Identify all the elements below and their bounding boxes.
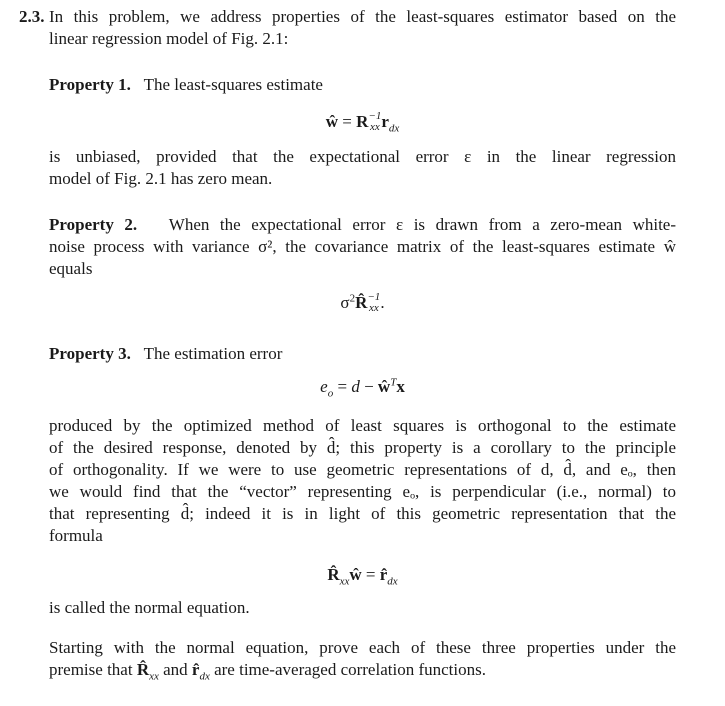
normal-equation [0,564,725,586]
property-3-para-line-5: that representing d̂; indeed it is in light of this geometric representation that the [49,504,676,523]
eq3-minus: − [364,377,374,396]
property-3-para-line-6: formula [49,526,103,545]
problem-intro-line-1: In this problem, we address properties of the least-squares estimator based on the [49,7,676,26]
property-2-line-3: equals [49,259,93,278]
final-line-1: Starting with the normal equation, prove each of these three properties under the [49,638,676,657]
eq3-d: d [351,377,360,396]
normal-eq-R-sub: xx [339,575,350,588]
property-2-line-1-text: When the expectational error ε is drawn from a zero-mean white- [168,215,677,234]
eq2-R-sup: −1 [367,291,381,304]
eq3-equals: = [337,377,348,396]
normal-equation-caption: is called the normal equation. [49,598,250,617]
property-3-para-line-2: of the desired response, denoted by d̂; this property is a corollary to the principle [49,438,676,457]
eq3-e-sub: o [327,387,334,400]
normal-eq-w-hat: ŵ [349,565,362,584]
eq3-w-hat: ŵ [377,377,391,396]
normal-eq-r-hat: r̂ [379,565,388,584]
problem-intro-line-2: linear regression model of Fig. 2.1: [49,29,289,48]
eq3-e: e [320,377,328,396]
property-1-after-line-2: model of Fig. 2.1 has zero mean. [49,169,273,188]
final-r-hat: r̂ [191,660,200,679]
property-3-label: Property 3. [49,344,131,363]
property-2-label: Property 2. [49,215,138,234]
property-2-line-2: noise process with variance σ², the covariance matrix of the least-squares estimate ŵ [49,237,676,256]
eq1-R: R [356,112,369,131]
property-1-heading [49,74,323,96]
final-line-2 [49,659,486,681]
eq1-R-sub: xx [369,121,380,134]
normal-eq-equals: = [365,565,376,584]
eq1-r-sub: dx [388,122,400,135]
property-1-equation [0,111,725,134]
final-R-hat: R̂ [136,660,150,679]
eq2-sigma: σ [340,293,350,312]
final-r-sub: dx [199,670,210,683]
property-2-equation [0,292,725,315]
normal-eq-R-hat: R̂ [327,565,340,584]
final-and: and [163,660,188,679]
property-3-equation [0,376,725,398]
eq3-x: x [396,377,405,396]
eq1-w-hat: ŵ [325,112,339,131]
property-1-text: The least-squares estimate [143,75,323,94]
eq3-w-sup: T [390,376,397,389]
problem-number: 2.3. [19,7,45,26]
final-line-2-start: premise that [49,660,133,679]
eq2-sigma-sup: 2 [349,292,356,305]
eq1-R-sup: −1 [368,110,382,123]
final-line-2-end: are time-averaged correlation functions. [214,660,486,679]
property-1-after-line-1: is unbiased, provided that the expectational error ε in the linear regression [49,147,676,166]
eq1-r: r [381,112,389,131]
eq2-R-hat: R̂ [355,293,368,312]
property-3-para-line-3: of orthogonality. If we were to use geometric representations of d, d̂, and eₒ, then [49,460,676,479]
eq1-equals: = [342,112,352,131]
eq2-period: . [380,293,385,312]
normal-eq-r-sub: dx [387,575,398,588]
eq2-R-sub: xx [368,302,379,315]
property-1-label: Property 1. [49,75,131,94]
final-R-sub: xx [149,670,159,683]
property-3-para-line-4: we would find that the “vector” representing eₒ, is perpendicular (i.e., normal) to [49,482,676,501]
property-2-line-1 [49,214,676,236]
property-3-text: The estimation error [143,344,283,363]
property-3-heading [49,343,282,365]
property-3-para-line-1: produced by the optimized method of least squares is orthogonal to the estimate [49,416,676,435]
